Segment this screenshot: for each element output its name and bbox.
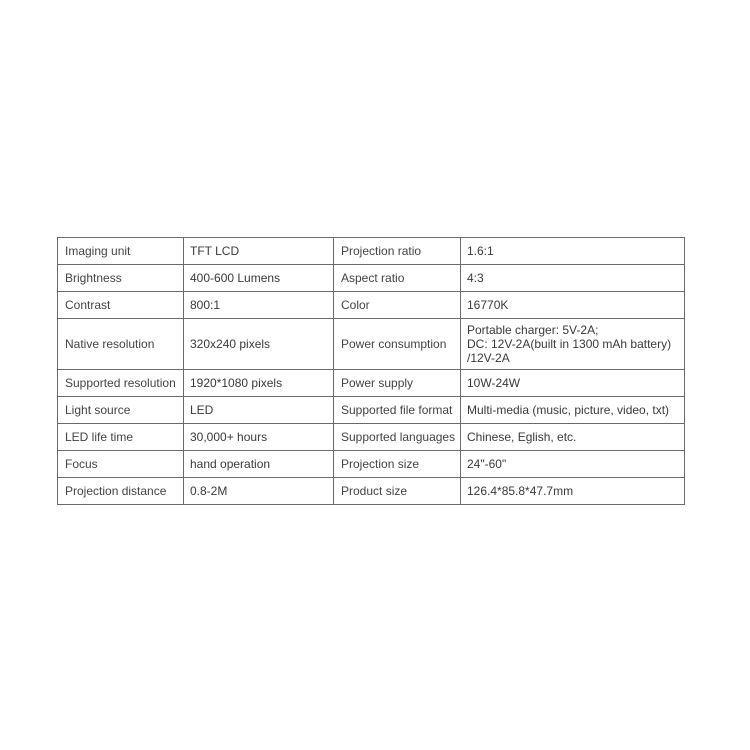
spec-value: 30,000+ hours: [184, 424, 334, 451]
spec-value-line: DC: 12V-2A(built in 1300 mAh battery): [467, 337, 672, 351]
spec-value-multiline: [461, 319, 685, 370]
spec-label: Power consumption: [334, 319, 461, 370]
spec-label: Light source: [58, 397, 184, 424]
spec-value: TFT LCD: [184, 238, 334, 265]
spec-label: Native resolution: [58, 319, 184, 370]
spec-label: Projection size: [334, 451, 461, 478]
spec-label: Brightness: [58, 265, 184, 292]
table-row: [58, 397, 685, 424]
spec-label: Supported languages: [334, 424, 461, 451]
spec-value: 400-600 Lumens: [184, 265, 334, 292]
table-row: [58, 478, 685, 505]
spec-label: Supported file format: [334, 397, 461, 424]
table-row: [58, 265, 685, 292]
spec-value: 1.6:1: [461, 238, 685, 265]
spec-table: [57, 237, 685, 505]
spec-value: 0.8-2M: [184, 478, 334, 505]
spec-label: Power supply: [334, 370, 461, 397]
spec-value: 320x240 pixels: [184, 319, 334, 370]
spec-value: 126.4*85.8*47.7mm: [461, 478, 685, 505]
spec-value: 4:3: [461, 265, 685, 292]
spec-label: Projection ratio: [334, 238, 461, 265]
spec-label: Aspect ratio: [334, 265, 461, 292]
spec-label: Contrast: [58, 292, 184, 319]
table-row: [58, 292, 685, 319]
table-row: [58, 424, 685, 451]
table-row: [58, 319, 685, 370]
spec-label: Supported resolution: [58, 370, 184, 397]
spec-label: Projection distance: [58, 478, 184, 505]
spec-value: Multi-media (music, picture, video, txt): [461, 397, 685, 424]
spec-label: Product size: [334, 478, 461, 505]
table-row: [58, 370, 685, 397]
spec-label: Color: [334, 292, 461, 319]
spec-value: 10W-24W: [461, 370, 685, 397]
spec-value: 1920*1080 pixels: [184, 370, 334, 397]
spec-value: Chinese, Eglish, etc.: [461, 424, 685, 451]
spec-label: LED life time: [58, 424, 184, 451]
table-row: [58, 238, 685, 265]
spec-value: LED: [184, 397, 334, 424]
spec-value-line: /12V-2A: [467, 351, 510, 365]
spec-value-line: Portable charger: 5V-2A;: [467, 323, 599, 337]
table-row: [58, 451, 685, 478]
spec-value: hand operation: [184, 451, 334, 478]
spec-label: Imaging unit: [58, 238, 184, 265]
spec-value: 16770K: [461, 292, 685, 319]
spec-value: 800:1: [184, 292, 334, 319]
spec-value: 24"-60": [461, 451, 685, 478]
spec-label: Focus: [58, 451, 184, 478]
